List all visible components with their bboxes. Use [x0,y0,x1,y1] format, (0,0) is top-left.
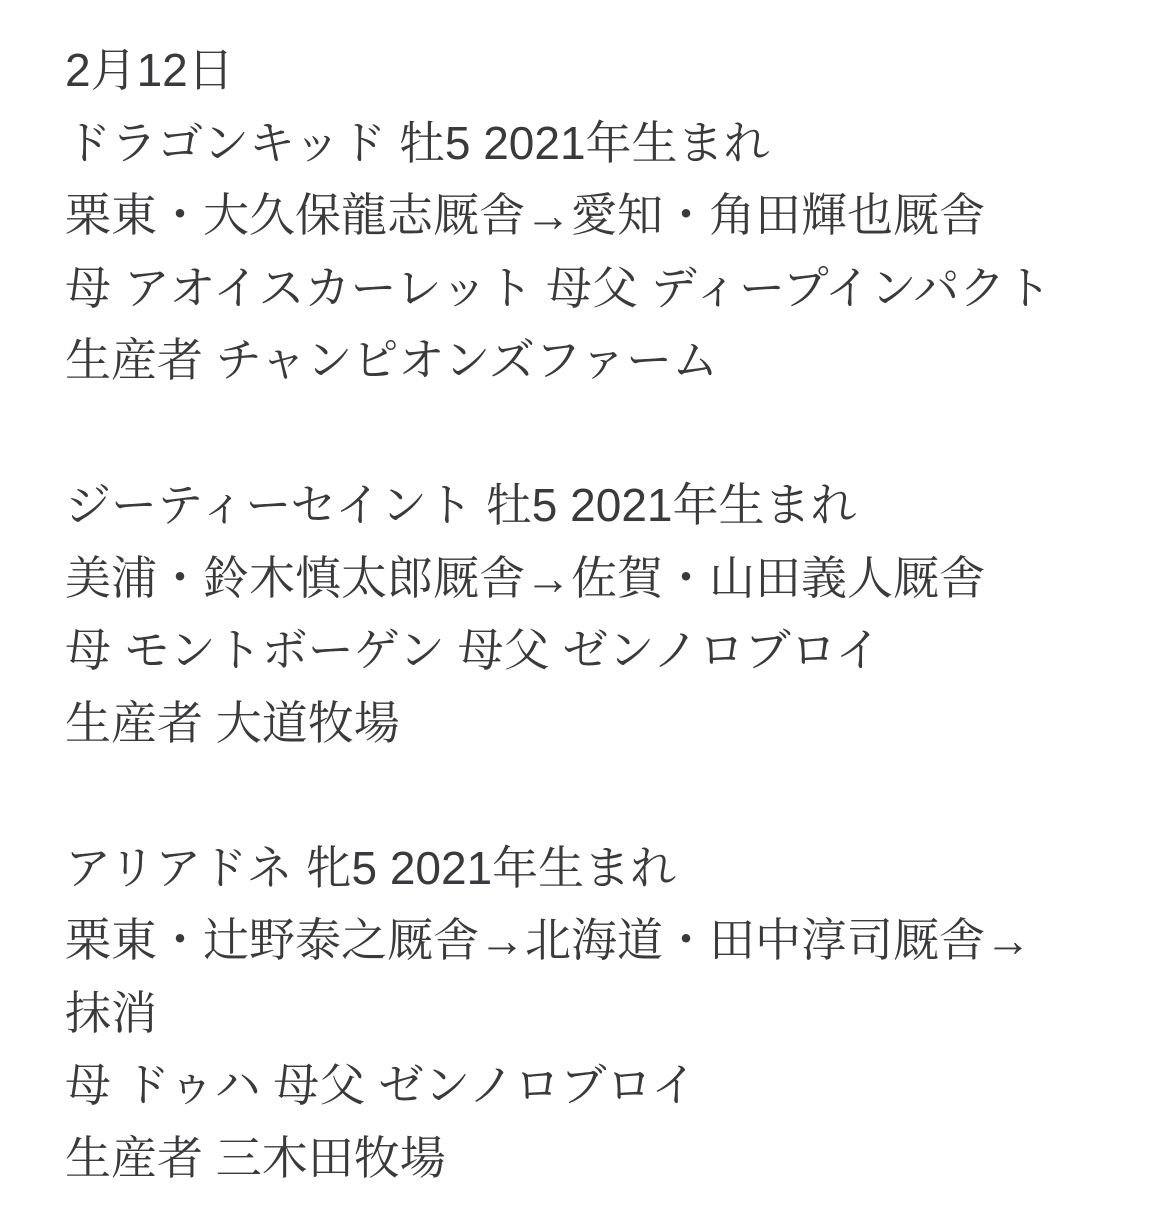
horse-entry-1 [65,107,1130,397]
dam-line: 母 ドゥハ 母父 ゼンノロブロイ [65,1059,697,1111]
dam-line: 母 アオイスカーレット 母父 ディープインパクト [65,261,1052,314]
stable-transfer-line: 栗東・辻野泰之厩舎→北海道・田中淳司厩舎→ [65,914,1031,966]
horse-header-line: ジーティーセイント 牡5 2021年生まれ [65,479,857,531]
blank-line [65,397,1130,470]
date-line: 2月12日 [65,44,234,96]
stable-transfer-line: 栗東・大久保龍志厩舎→愛知・角田輝也厩舎 [65,189,985,241]
breeder-line: 生産者 三木田牧場 [65,1131,446,1184]
stable-transfer-line: 美浦・鈴木慎太郎厩舎→佐賀・山田義人厩舎 [65,551,985,604]
horse-entry-3 [65,832,1130,1195]
horse-entry-2 [65,469,1130,759]
horse-header-line: ドラゴンキッド 牡5 2021年生まれ [65,116,770,169]
blank-line [65,759,1130,832]
breeder-line: 生産者 チャンピオンズファーム [65,334,719,386]
stable-transfer-line-wrap: 抹消 [65,986,157,1039]
horse-header-line: アリアドネ 牝5 2021年生まれ [65,841,677,894]
breeder-line: 生産者 大道牧場 [65,696,400,749]
dam-line: 母 モントボーゲン 母父 ゼンノロブロイ [65,624,882,676]
